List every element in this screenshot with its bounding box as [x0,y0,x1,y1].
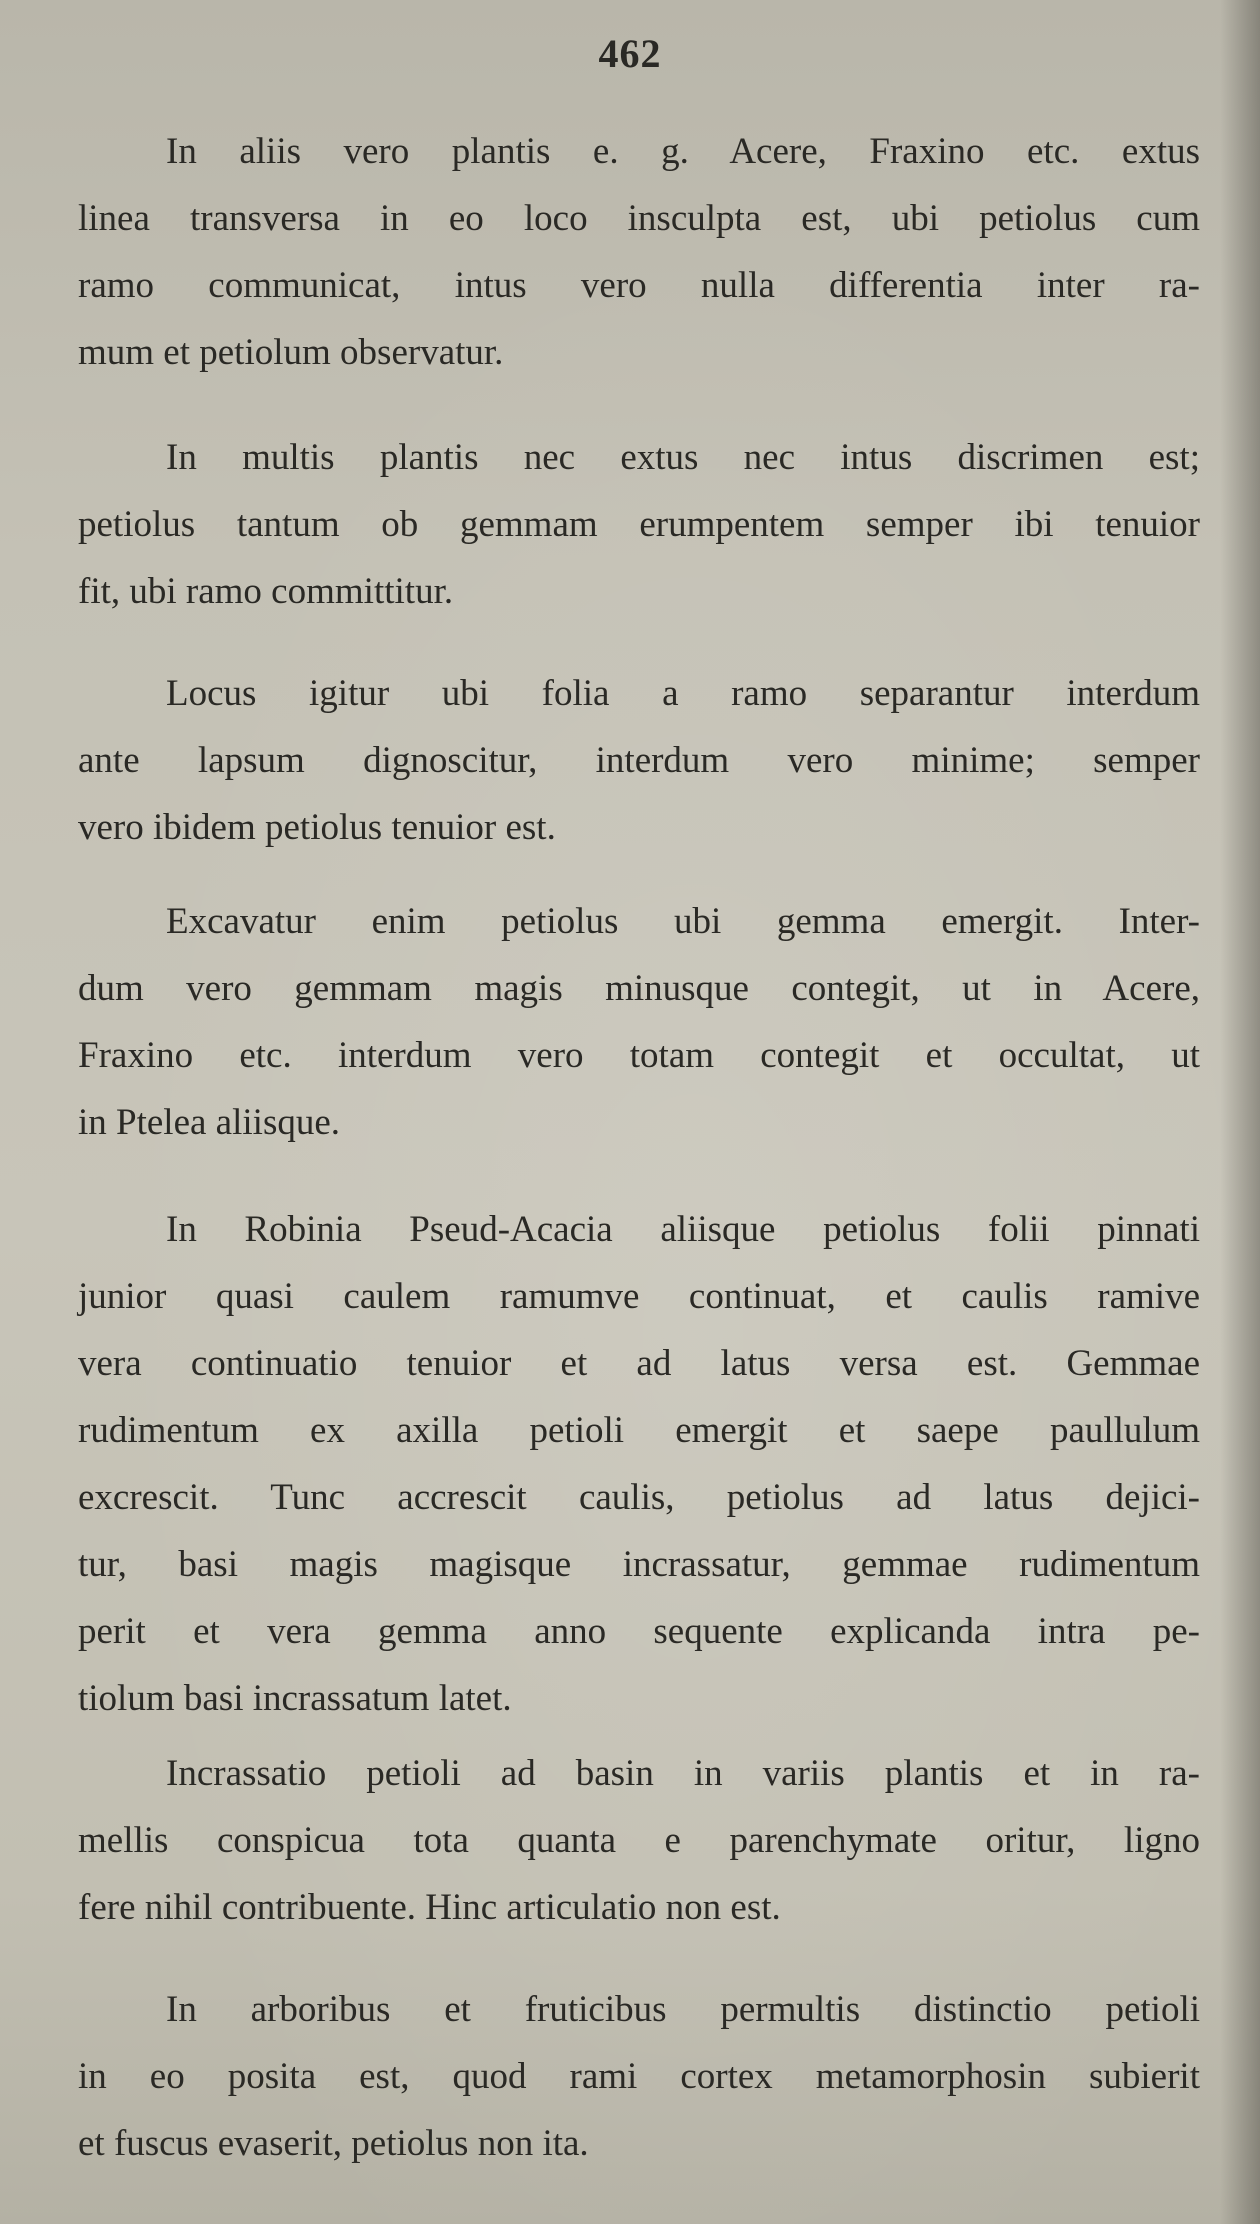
text-line: et fuscus evaserit, petiolus non ita. [78,2123,589,2164]
paragraph-7 [78,1976,1200,2177]
text-line: In multis plantis nec extus nec intus discrimen est; [166,437,1200,478]
text-line: ante lapsum dignoscitur, interdum vero minime; semper [78,740,1200,781]
text-line: excrescit. Tunc accrescit caulis, petiolus ad latus dejici- [78,1477,1200,1518]
text-line: tur, basi magis magisque incrassatur, gemmae rudimentum [78,1544,1200,1585]
paragraph-6 [78,1740,1200,1941]
page-number: 462 [598,31,662,76]
text-line: vera continuatio tenuior et ad latus versa est. Gemmae [78,1343,1200,1384]
paragraph-2 [78,424,1200,625]
text-line: In aliis vero plantis e. g. Acere, Fraxino etc. extus [166,131,1200,172]
text-line: linea transversa in eo loco insculpta est, ubi petiolus cum [78,198,1200,239]
text-line: rudimentum ex axilla petioli emergit et saepe paullulum [78,1410,1200,1451]
paragraph-4 [78,888,1200,1156]
text-line: dum vero gemmam magis minusque contegit, ut in Acere, [78,968,1200,1009]
text-line: petiolus tantum ob gemmam erumpentem semper ibi tenuior [78,504,1200,545]
text-line: vero ibidem petiolus tenuior est. [78,807,556,848]
text-line: mum et petiolum observatur. [78,332,504,373]
text-line: fere nihil contribuente. Hinc articulatio non est. [78,1887,781,1928]
text-line: in eo posita est, quod rami cortex metamorphosin subierit [78,2056,1200,2097]
text-line: Locus igitur ubi folia a ramo separantur interdum [166,673,1200,714]
page-edge-shadow [1220,0,1260,2224]
text-line: Incrassatio petioli ad basin in variis plantis et in ra- [166,1753,1200,1794]
text-line: fit, ubi ramo committitur. [78,571,454,612]
paragraph-1 [78,118,1200,386]
text-line: Fraxino etc. interdum vero totam contegit et occultat, ut [78,1035,1200,1076]
text-line: In Robinia Pseud-Acacia aliisque petiolus folii pinnati [166,1209,1200,1250]
text-line: In arboribus et fruticibus permultis distinctio petioli [166,1989,1200,2030]
text-line: tiolum basi incrassatum latet. [78,1678,512,1719]
text-line: perit et vera gemma anno sequente explicanda intra pe- [78,1611,1200,1652]
paragraph-3 [78,660,1200,861]
text-line: junior quasi caulem ramumve continuat, et caulis ramive [78,1276,1200,1317]
text-line: in Ptelea aliisque. [78,1102,341,1143]
text-line: mellis conspicua tota quanta e parenchymate oritur, ligno [78,1820,1200,1861]
paragraph-5 [78,1196,1200,1732]
text-line: Excavatur enim petiolus ubi gemma emergit. Inter- [166,901,1200,942]
text-line: ramo communicat, intus vero nulla differentia inter ra- [78,265,1200,306]
